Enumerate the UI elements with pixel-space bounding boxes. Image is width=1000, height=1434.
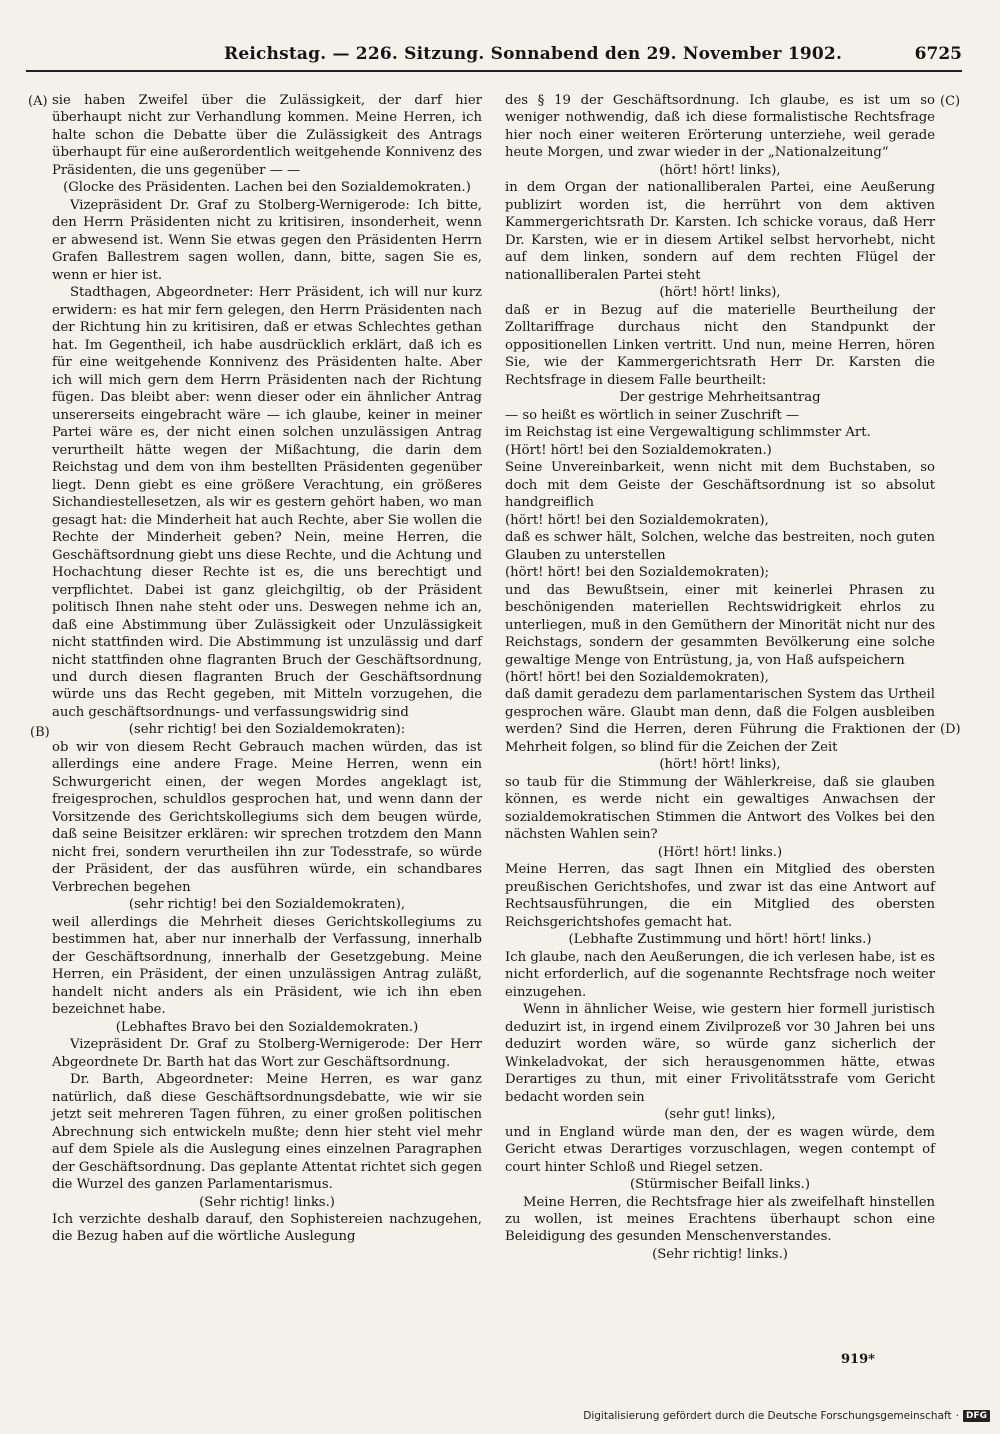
- paragraph: des § 19 der Geschäftsordnung. Ich glaube, es ist um so weniger nothwendig, daß ich diese formalistische Rechtsfrage hier noch einer weiteren Erörterung unterziehe, weil gerade heute Morgen, und zwar wieder in der „Nationalzeitung“: [505, 93, 935, 161]
- interjection: (Sehr richtig! links.): [652, 1246, 788, 1262]
- interjection: (sehr gut! links),: [664, 1107, 776, 1123]
- interjection: (hört! hört! links),: [659, 757, 781, 773]
- paragraph: daß er in Bezug auf die materielle Beurtheilung der Zolltariffrage durchaus nicht den Standpunkt der oppositionellen Linken vertritt. Und nun, meine Herren, hören Sie, wie der Kammergerichtsrath Herr Dr. Karsten die Rechtsfrage in diesem Falle beurtheilt:: [505, 302, 935, 388]
- interjection: (Hört! hört! bei den Sozialdemokraten.): [505, 442, 772, 458]
- interjection: (Sehr richtig! links.): [199, 1194, 335, 1210]
- right-column: [505, 92, 935, 1263]
- paragraph: in dem Organ der nationalliberalen Partei, eine Aeußerung publizirt worden ist, die herrührt von dem aktiven Kammergerichtsrath Dr. Karsten. Ich schicke voraus, daß Herr Dr. Karsten, wie er in diesem Artikel selbst hervorhebt, nicht auf dem linken, sondern auf dem rechten Flügel der nationalliberalen Partei steht: [505, 180, 935, 283]
- paragraph: Vizepräsident Dr. Graf zu Stolberg-Wernigerode: Ich bitte, den Herrn Präsidenten nicht zu kritisiren, insonderheit, wenn er abwesend ist. Wenn Sie etwas gegen den Präsidenten Herrn Grafen Ballestrem sagen wollen, dann, bitte, sagen Sie es, wenn er hier ist.: [52, 197, 482, 283]
- page-title: Reichstag. — 226. Sitzung. Sonnabend den 29. November 1902.: [224, 44, 843, 64]
- interjection: (sehr richtig! bei den Sozialdemokraten):: [128, 722, 406, 738]
- paragraph: und in England würde man den, der es wagen würde, dem Gericht etwas Derartiges vorzuschlagen, wegen contempt of court hinter Schloß und Riegel setzen.: [505, 1124, 935, 1175]
- paragraph: Wenn in ähnlicher Weise, wie gestern hier formell juristisch deduzirt ist, in irgend einem Zivilprozeß vor 30 Jahren bei uns deduzirt worden wäre, so würde ganz sicherlich der Winkeladvokat, der sich herausgenommen hätte, etwas Derartiges zu thun, mit einer Frivolitätsstrafe vom Gericht bedacht worden sein: [505, 1002, 935, 1105]
- paragraph: Meine Herren, das sagt Ihnen ein Mitglied des obersten preußischen Gerichtshofes, und zwar ist das eine Antwort auf Rechtsausführungen, die ein Mitglied des obersten Reichsgerichtshofes gemacht hat.: [505, 862, 935, 930]
- quotation: daß es schwer hält, Solchen, welche das bestreiten, noch guten Glauben zu unterstellen: [505, 530, 935, 563]
- quotation: Seine Unvereinbarkeit, wenn nicht mit dem Buchstaben, so doch mit dem Geiste der Geschäftsordnung ist so absolut handgreiflich: [505, 460, 935, 511]
- sheet-number: 919*: [841, 1352, 875, 1367]
- paragraph: weil allerdings die Mehrheit dieses Gerichtskollegiums zu bestimmen hat, aber nur innerhalb der Verfassung, innerhalb der Geschäftsordnung, innerhalb der Gesetzgebung. Meine Herren, ein Präsident, der einen unzulässigen Antrag zuläßt, handelt nicht anders als ein Präsident, wie ich ihn eben bezeichnet habe.: [52, 914, 482, 1018]
- footer-text: Digitalisierung gefördert durch die Deutsche Forschungsgemeinschaft: [583, 1410, 952, 1422]
- quotation: Der gestrige Mehrheitsantrag: [619, 390, 821, 406]
- footer-separator: ·: [955, 1410, 959, 1422]
- interjection: (Stürmischer Beifall links.): [629, 1177, 811, 1193]
- interjection: (Hört! hört! links.): [657, 844, 783, 860]
- margin-marker-b: (B): [30, 725, 50, 740]
- interjection: (Glocke des Präsidenten. Lachen bei den Sozialdemokraten.): [63, 180, 471, 196]
- paragraph: Dr. Barth, Abgeordneter: Meine Herren, es war ganz natürlich, daß diese Geschäftsordnungsdebatte, wie wir sie jetzt seit mehreren Tagen führen, zu einer großen politischen Abrechnung sich entwickeln mußte; denn hier steht viel mehr auf dem Spiele als die Auslegung eines einzelnen Paragraphen der Geschäftsordnung. Das geplante Attentat richtet sich gegen die Wurzel des ganzen Parlamentarismus.: [52, 1072, 482, 1193]
- quotation: im Reichstag ist eine Vergewaltigung schlimmster Art.: [505, 425, 871, 441]
- paragraph: sie haben Zweifel über die Zulässigkeit, der darf hier überhaupt nicht zur Verhandlung kommen. Meine Herren, ich halte schon die Debatte über die Zulässigkeit des Antrags überhaupt für eine außerordentlich weitgehende Konnivenz des Präsidenten, die uns gegenüber — —: [52, 93, 482, 178]
- paragraph: Ich verzichte deshalb darauf, den Sophistereien nachzugehen, die Bezug haben auf die wörtliche Auslegung: [52, 1212, 482, 1245]
- quotation: und das Bewußtsein, einer mit keinerlei Phrasen zu beschönigenden materiellen Rechtswidrigkeit ehrlos zu unterliegen, muß in den Gemüthern der Minorität nicht nur des Reichstags, sondern der gesammten Bevölkerung eine solche gewaltige Menge von Entrüstung, ja, von Haß aufspeichern: [505, 582, 935, 668]
- left-column: [52, 92, 482, 1246]
- quotation: so taub für die Stimmung der Wählerkreise, daß sie glauben können, es werde nicht ein gewaltiges Anwachsen der sozialdemokratischen Stimmen die Antwort des Volkes bei den nächsten Wahlen sein?: [505, 774, 935, 843]
- paragraph: Vizepräsident Dr. Graf zu Stolberg-Wernigerode: Der Herr Abgeordnete Dr. Barth hat das Wort zur Geschäftsordnung.: [52, 1037, 482, 1070]
- paragraph: ob wir von diesem Recht Gebrauch machen würden, das ist allerdings eine andere Frage. Meine Herren, wenn ein Schwurgericht einen, der wegen Mordes angeklagt ist, freigesprochen, schuldlos gesprochen hat, und wenn dann der Vorsitzende des Gerichtskollegiums sich dem beugen würde, daß seine Beisitzer erklären: wir sprechen trotzdem den Mann nicht frei, sondern verurtheilen ihn zur Todesstrafe, so würde der Präsident, der das ausführen würde, ein schandbares Verbrechen begehen: [52, 739, 482, 895]
- footer-credit: [583, 1410, 990, 1422]
- page-header: [34, 44, 962, 72]
- interjection: (hört! hört! links),: [659, 162, 781, 178]
- interjection: (hört! hört! bei den Sozialdemokraten),: [505, 669, 769, 685]
- paragraph: — so heißt es wörtlich in seiner Zuschrift —: [505, 407, 800, 423]
- header-rule: [26, 70, 962, 72]
- interjection: (Lebhafte Zustimmung und hört! hört! links.): [568, 932, 872, 948]
- margin-marker-c: (C): [940, 94, 961, 109]
- interjection: (hört! hört! bei den Sozialdemokraten);: [505, 565, 770, 581]
- paragraph: Meine Herren, die Rechtsfrage hier als zweifelhaft hinstellen zu wollen, ist meines Erachtens überhaupt schon eine Beleidigung des gesunden Menschenverstandes.: [505, 1194, 935, 1245]
- interjection: (Lebhaftes Bravo bei den Sozialdemokraten.): [115, 1019, 419, 1035]
- dfg-logo: DFG: [963, 1410, 990, 1422]
- interjection: (sehr richtig! bei den Sozialdemokraten),: [128, 897, 406, 913]
- paragraph: Ich glaube, nach den Aeußerungen, die ich verlesen habe, ist es nicht erforderlich, auf die sogenannte Rechtsfrage noch weiter einzugehen.: [505, 949, 935, 1000]
- margin-marker-d: (D): [940, 722, 961, 737]
- margin-marker-a: (A): [28, 94, 48, 109]
- paragraph: Stadthagen, Abgeordneter: Herr Präsident, ich will nur kurz erwidern: es hat mir fern gelegen, den Herrn Präsidenten nach der Richtung hin zu kritisiren, daß er etwas Schlechtes gethan hat. Im Gegentheil, ich habe ausdrücklich erklärt, daß ich es für eine weitgehende Konnivenz des Präsidenten halte. Aber ich will mich gern dem Herrn Präsidenten nach der Richtung fügen. Das bleibt aber: wenn dieser oder ein ähnlicher Antrag unsererseits eingebracht wäre — ich glaube, keiner in meiner Partei wäre es, der nicht einen solchen unzulässigen Antrag verurtheilt hätte wegen der Mißachtung, die darin dem Reichstag und dem von ihm bestellten Präsidenten gegenüber liegt. Denn giebt es eine größere Verachtung, ein größeres Sichandiestellesetzen, als wir es gestern gehört haben, wo man gesagt hat: die Minderheit hat auch Rechte, aber Sie wollen die Rechte der Minderheit geben? Nein, meine Herren, die Geschäftsordnung giebt uns diese Rechte, und die Achtung und Hochachtung dieser Rechte ist es, die uns berechtigt und verpflichtet. Dabei ist ganz gleichgiltig, ob der Präsident politisch Ihnen nahe steht oder uns. Deswegen nehme ich an, daß eine Abstimmung über Zulässigkeit oder Unzulässigkeit nicht stattfinden wird. Die Abstimmung ist unzulässig und darf nicht stattfinden ohne flagranten Bruch der Geschäftsordnung, und durch diesen flagranten Bruch der Geschäftsordnung würde uns das Recht gegeben, mit Mitteln vorzugehen, die auch geschäftsordnungs- und verfassungswidrig sind: [52, 285, 482, 720]
- interjection: (hört! hört! bei den Sozialdemokraten),: [505, 512, 769, 528]
- page-number: 6725: [914, 44, 962, 64]
- quotation: daß damit geradezu dem parlamentarischen System das Urtheil gesprochen wäre. Glaubt man denn, daß die Folgen ausbleiben werden? Sind die Herren, deren Führung die Fraktionen der Mehrheit folgen, so blind für die Zeichen der Zeit: [505, 687, 935, 755]
- interjection: (hört! hört! links),: [659, 285, 781, 301]
